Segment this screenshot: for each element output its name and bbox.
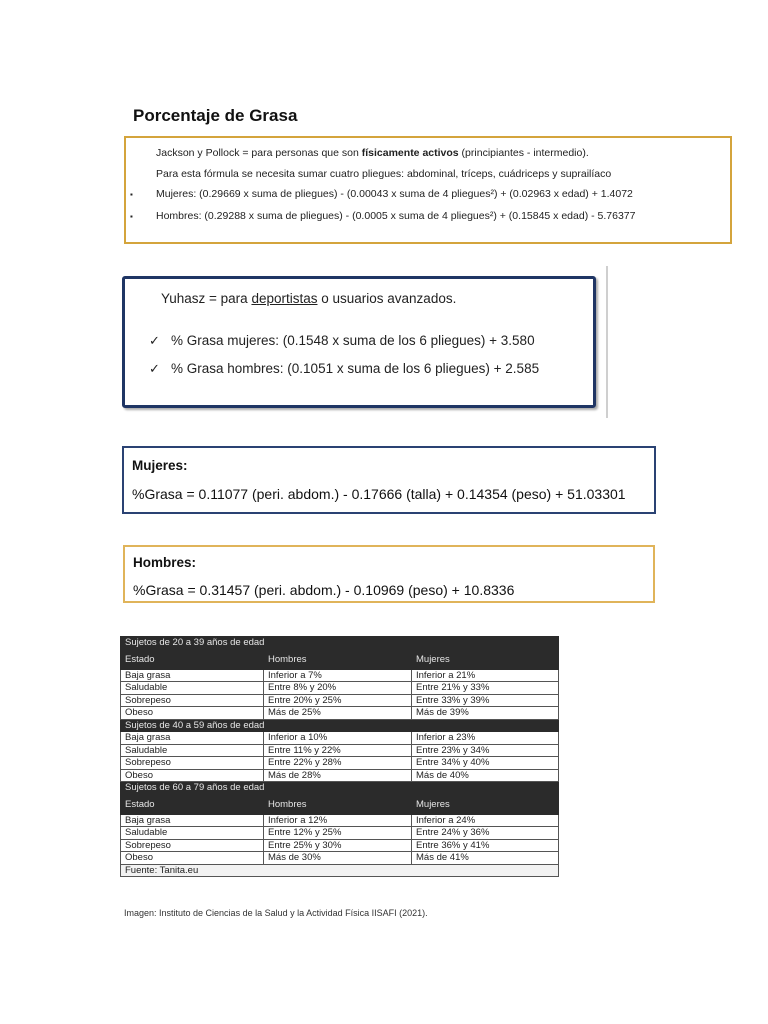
yuhasz-hombres-formula: % Grasa hombres: (0.1051 x suma de los 6 pliegues) + 2.585: [171, 361, 540, 376]
intro-text: Jackson y Pollock = para personas que son: [156, 147, 362, 159]
table-row: [121, 669, 559, 682]
table-cell: Inferior a 7%: [264, 669, 412, 682]
table-row: [121, 852, 559, 865]
jackson-pollock-hombres-formula: Hombres: (0.29288 x suma de pliegues) - (0.0005 x suma de 4 pliegues²) + (0.15845 x edad) - 5.76377: [156, 210, 636, 222]
table-cell: Entre 24% y 36%: [412, 827, 559, 840]
table-cell: Entre 12% y 25%: [264, 827, 412, 840]
table-header-cell: Mujeres: [412, 794, 559, 814]
intro-suffix-text: o usuarios avanzados.: [317, 291, 457, 306]
mujeres-formula-box: [122, 446, 656, 514]
table-cell: Entre 21% y 33%: [412, 682, 559, 695]
table-cell: Entre 22% y 28%: [264, 757, 412, 770]
table-group-title: [121, 782, 559, 795]
bullet-icon: ▪: [130, 212, 133, 221]
group-title-cell: Sujetos de 40 a 59 años de edad: [121, 719, 559, 732]
table-cell: Más de 25%: [264, 707, 412, 720]
table-row: [121, 827, 559, 840]
table-cell: Más de 40%: [412, 769, 559, 782]
table-header-row: [121, 794, 559, 814]
table-header-cell: Hombres: [264, 794, 412, 814]
table-row: [121, 732, 559, 745]
table-cell: Inferior a 23%: [412, 732, 559, 745]
table-row: [121, 744, 559, 757]
table-row: [121, 757, 559, 770]
table-cell: Sobrepeso: [121, 694, 264, 707]
table-cell: Inferior a 12%: [264, 814, 412, 827]
table-header-cell: Estado: [121, 794, 264, 814]
table-group-title: [121, 719, 559, 732]
jackson-pollock-box: [124, 136, 732, 244]
table-row: [121, 814, 559, 827]
table-cell: Entre 34% y 40%: [412, 757, 559, 770]
intro-text: Yuhasz = para: [161, 291, 252, 306]
table-header-row: [121, 649, 559, 669]
table-cell: Obeso: [121, 769, 264, 782]
intro-underlined-text: deportistas: [251, 291, 318, 306]
table-cell: Entre 33% y 39%: [412, 694, 559, 707]
table-row: [121, 839, 559, 852]
table-cell: Más de 28%: [264, 769, 412, 782]
table-cell: Sobrepeso: [121, 757, 264, 770]
table-cell: Entre 11% y 22%: [264, 744, 412, 757]
table-cell: Entre 8% y 20%: [264, 682, 412, 695]
table-row: [121, 682, 559, 695]
table-cell: Baja grasa: [121, 814, 264, 827]
divider-line: [606, 266, 608, 418]
table-cell: Entre 20% y 25%: [264, 694, 412, 707]
hombres-formula-box: [123, 545, 655, 603]
mujeres-heading: Mujeres:: [132, 458, 188, 473]
bullet-icon: ▪: [130, 190, 133, 199]
group-title-cell: Sujetos de 60 a 79 años de edad: [121, 782, 559, 795]
table-row: [121, 694, 559, 707]
group-title-cell: Sujetos de 20 a 39 años de edad: [121, 637, 559, 650]
table-cell: Entre 23% y 34%: [412, 744, 559, 757]
table-cell: Obeso: [121, 852, 264, 865]
mujeres-formula: %Grasa = 0.11077 (peri. abdom.) - 0.17666 (talla) + 0.14354 (peso) + 51.03301: [132, 486, 626, 502]
intro-bold-text: físicamente activos: [361, 147, 459, 159]
body-fat-table: [120, 636, 559, 877]
yuhasz-intro: [161, 291, 456, 306]
jackson-pollock-requirement: Para esta fórmula se necesita sumar cuatro pliegues: abdominal, tríceps, cuádriceps y suprailíaco: [156, 168, 612, 180]
yuhasz-mujeres-formula: % Grasa mujeres: (0.1548 x suma de los 6 pliegues) + 3.580: [171, 333, 535, 348]
table-header-cell: Mujeres: [412, 649, 559, 669]
table-cell: Baja grasa: [121, 669, 264, 682]
jackson-pollock-intro: [156, 147, 589, 159]
table-cell: Entre 36% y 41%: [412, 839, 559, 852]
hombres-heading: Hombres:: [133, 555, 197, 570]
table-source-row: [121, 864, 559, 877]
table-cell: Sobrepeso: [121, 839, 264, 852]
table-header-cell: Estado: [121, 649, 264, 669]
checkmark-icon: ✓: [149, 333, 160, 348]
table-cell: Más de 30%: [264, 852, 412, 865]
page-title: Porcentaje de Grasa: [133, 106, 298, 125]
checkmark-icon: ✓: [149, 361, 160, 376]
table-cell: Saludable: [121, 827, 264, 840]
table-row: [121, 769, 559, 782]
table-source-cell: Fuente: Tanita.eu: [121, 864, 559, 877]
table-cell: Baja grasa: [121, 732, 264, 745]
table-cell: Saludable: [121, 682, 264, 695]
hombres-formula: %Grasa = 0.31457 (peri. abdom.) - 0.10969 (peso) + 10.8336: [133, 582, 515, 598]
table-cell: Obeso: [121, 707, 264, 720]
table-cell: Más de 41%: [412, 852, 559, 865]
table-cell: Más de 39%: [412, 707, 559, 720]
table-cell: Saludable: [121, 744, 264, 757]
table-cell: Inferior a 24%: [412, 814, 559, 827]
image-caption: Imagen: Instituto de Ciencias de la Salud y la Actividad Física IISAFI (2021).: [124, 908, 428, 918]
table-row: [121, 707, 559, 720]
jackson-pollock-mujeres-formula: Mujeres: (0.29669 x suma de pliegues) - (0.00043 x suma de 4 pliegues²) + (0.02963 x edad) + 1.4072: [156, 188, 633, 200]
yuhasz-box: [122, 276, 596, 408]
table-header-cell: Hombres: [264, 649, 412, 669]
intro-suffix-text: (principiantes - intermedio).: [458, 147, 589, 159]
table-cell: Entre 25% y 30%: [264, 839, 412, 852]
table-cell: Inferior a 10%: [264, 732, 412, 745]
table-group-title: [121, 637, 559, 650]
table-cell: Inferior a 21%: [412, 669, 559, 682]
